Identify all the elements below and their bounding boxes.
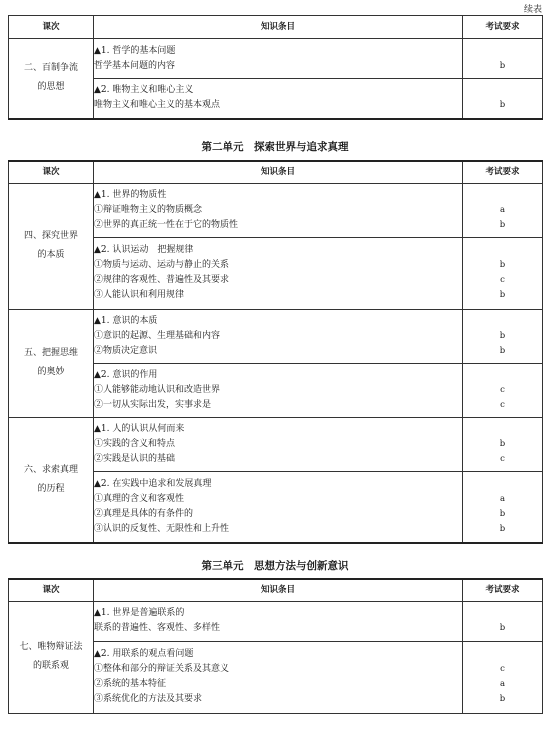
requirement-block: a b bbox=[463, 183, 543, 237]
table-row bbox=[9, 309, 543, 363]
knowledge-block: ▲1. 世界的物质性 ①辩证唯物主义的物质概念 ②世界的真正统一性在于它的物质性 bbox=[94, 183, 463, 237]
requirement-block: a b b bbox=[463, 471, 543, 543]
header-course: 课次 bbox=[9, 161, 94, 183]
course-cell: 六、求索真理 的历程 bbox=[9, 417, 94, 543]
header-course: 课次 bbox=[9, 16, 94, 39]
knowledge-block: ▲2. 认识运动 把握规律 ①物质与运动、运动与静止的关系 ②规律的客观性、普遍性及其要求 ③人能认识和利用规律 bbox=[94, 237, 463, 309]
knowledge-block: ▲2. 意识的作用 ①人能够能动地认识和改造世界 ②一切从实际出发，实事求是 bbox=[94, 363, 463, 417]
requirement-block: c c bbox=[463, 363, 543, 417]
requirement-block: b bbox=[463, 39, 543, 79]
knowledge-block: ▲2. 用联系的观点看问题 ①整体和部分的辩证关系及其意义 ②系统的基本特征 ③系统优化的方法及其要求 bbox=[94, 641, 463, 713]
header-knowledge: 知识条目 bbox=[94, 579, 463, 601]
table-header-row bbox=[9, 161, 543, 183]
course-cell: 二、百制争流 的思想 bbox=[9, 39, 94, 119]
requirement-block: c a b bbox=[463, 641, 543, 713]
knowledge-block: ▲1. 人的认识从何而来 ①实践的含义和特点 ②实践是认识的基础 bbox=[94, 417, 463, 471]
table-section-0 bbox=[8, 15, 543, 120]
header-course: 课次 bbox=[9, 579, 94, 601]
knowledge-block: ▲2. 在实践中追求和发展真理 ①真理的含义和客观性 ②真理是具体的有条件的 ③认识的反复性、无限性和上升性 bbox=[94, 471, 463, 543]
course-cell: 七、唯物辩证法 的联系观 bbox=[9, 601, 94, 713]
knowledge-block: ▲1. 意识的本质 ①意识的起源、生理基础和内容 ②物质决定意识 bbox=[94, 309, 463, 363]
section-title-unit-3: 第三单元 思想方法与创新意识 bbox=[201, 560, 349, 572]
knowledge-block: ▲1. 世界是普遍联系的 联系的普遍性、客观性、多样性 bbox=[94, 601, 463, 641]
course-cell: 四、探究世界 的本质 bbox=[9, 183, 94, 309]
requirement-block: b bbox=[463, 79, 543, 119]
continued-label: 续表 bbox=[523, 5, 542, 15]
knowledge-block: ▲2. 唯物主义和唯心主义 唯物主义和唯心主义的基本观点 bbox=[94, 79, 463, 119]
requirement-block: b bbox=[463, 601, 543, 641]
knowledge-block: ▲1. 哲学的基本问题 哲学基本问题的内容 bbox=[94, 39, 463, 79]
table-row bbox=[9, 417, 543, 471]
section-title-unit-2: 第二单元 探索世界与追求真理 bbox=[201, 141, 349, 153]
requirement-block: b c bbox=[463, 417, 543, 471]
header-knowledge: 知识条目 bbox=[94, 16, 463, 39]
header-requirement: 考试要求 bbox=[463, 16, 543, 39]
table-header-row bbox=[9, 579, 543, 601]
table-section-2 bbox=[8, 578, 543, 714]
table-row bbox=[9, 183, 543, 237]
table-row bbox=[9, 39, 543, 79]
table-section-1 bbox=[8, 160, 543, 544]
header-knowledge: 知识条目 bbox=[94, 161, 463, 183]
header-requirement: 考试要求 bbox=[463, 579, 543, 601]
requirement-block: b c b bbox=[463, 237, 543, 309]
table-row bbox=[9, 601, 543, 641]
requirement-block: b b bbox=[463, 309, 543, 363]
header-requirement: 考试要求 bbox=[463, 161, 543, 183]
course-cell: 五、把握思维 的奥妙 bbox=[9, 309, 94, 417]
table-header-row bbox=[9, 16, 543, 39]
